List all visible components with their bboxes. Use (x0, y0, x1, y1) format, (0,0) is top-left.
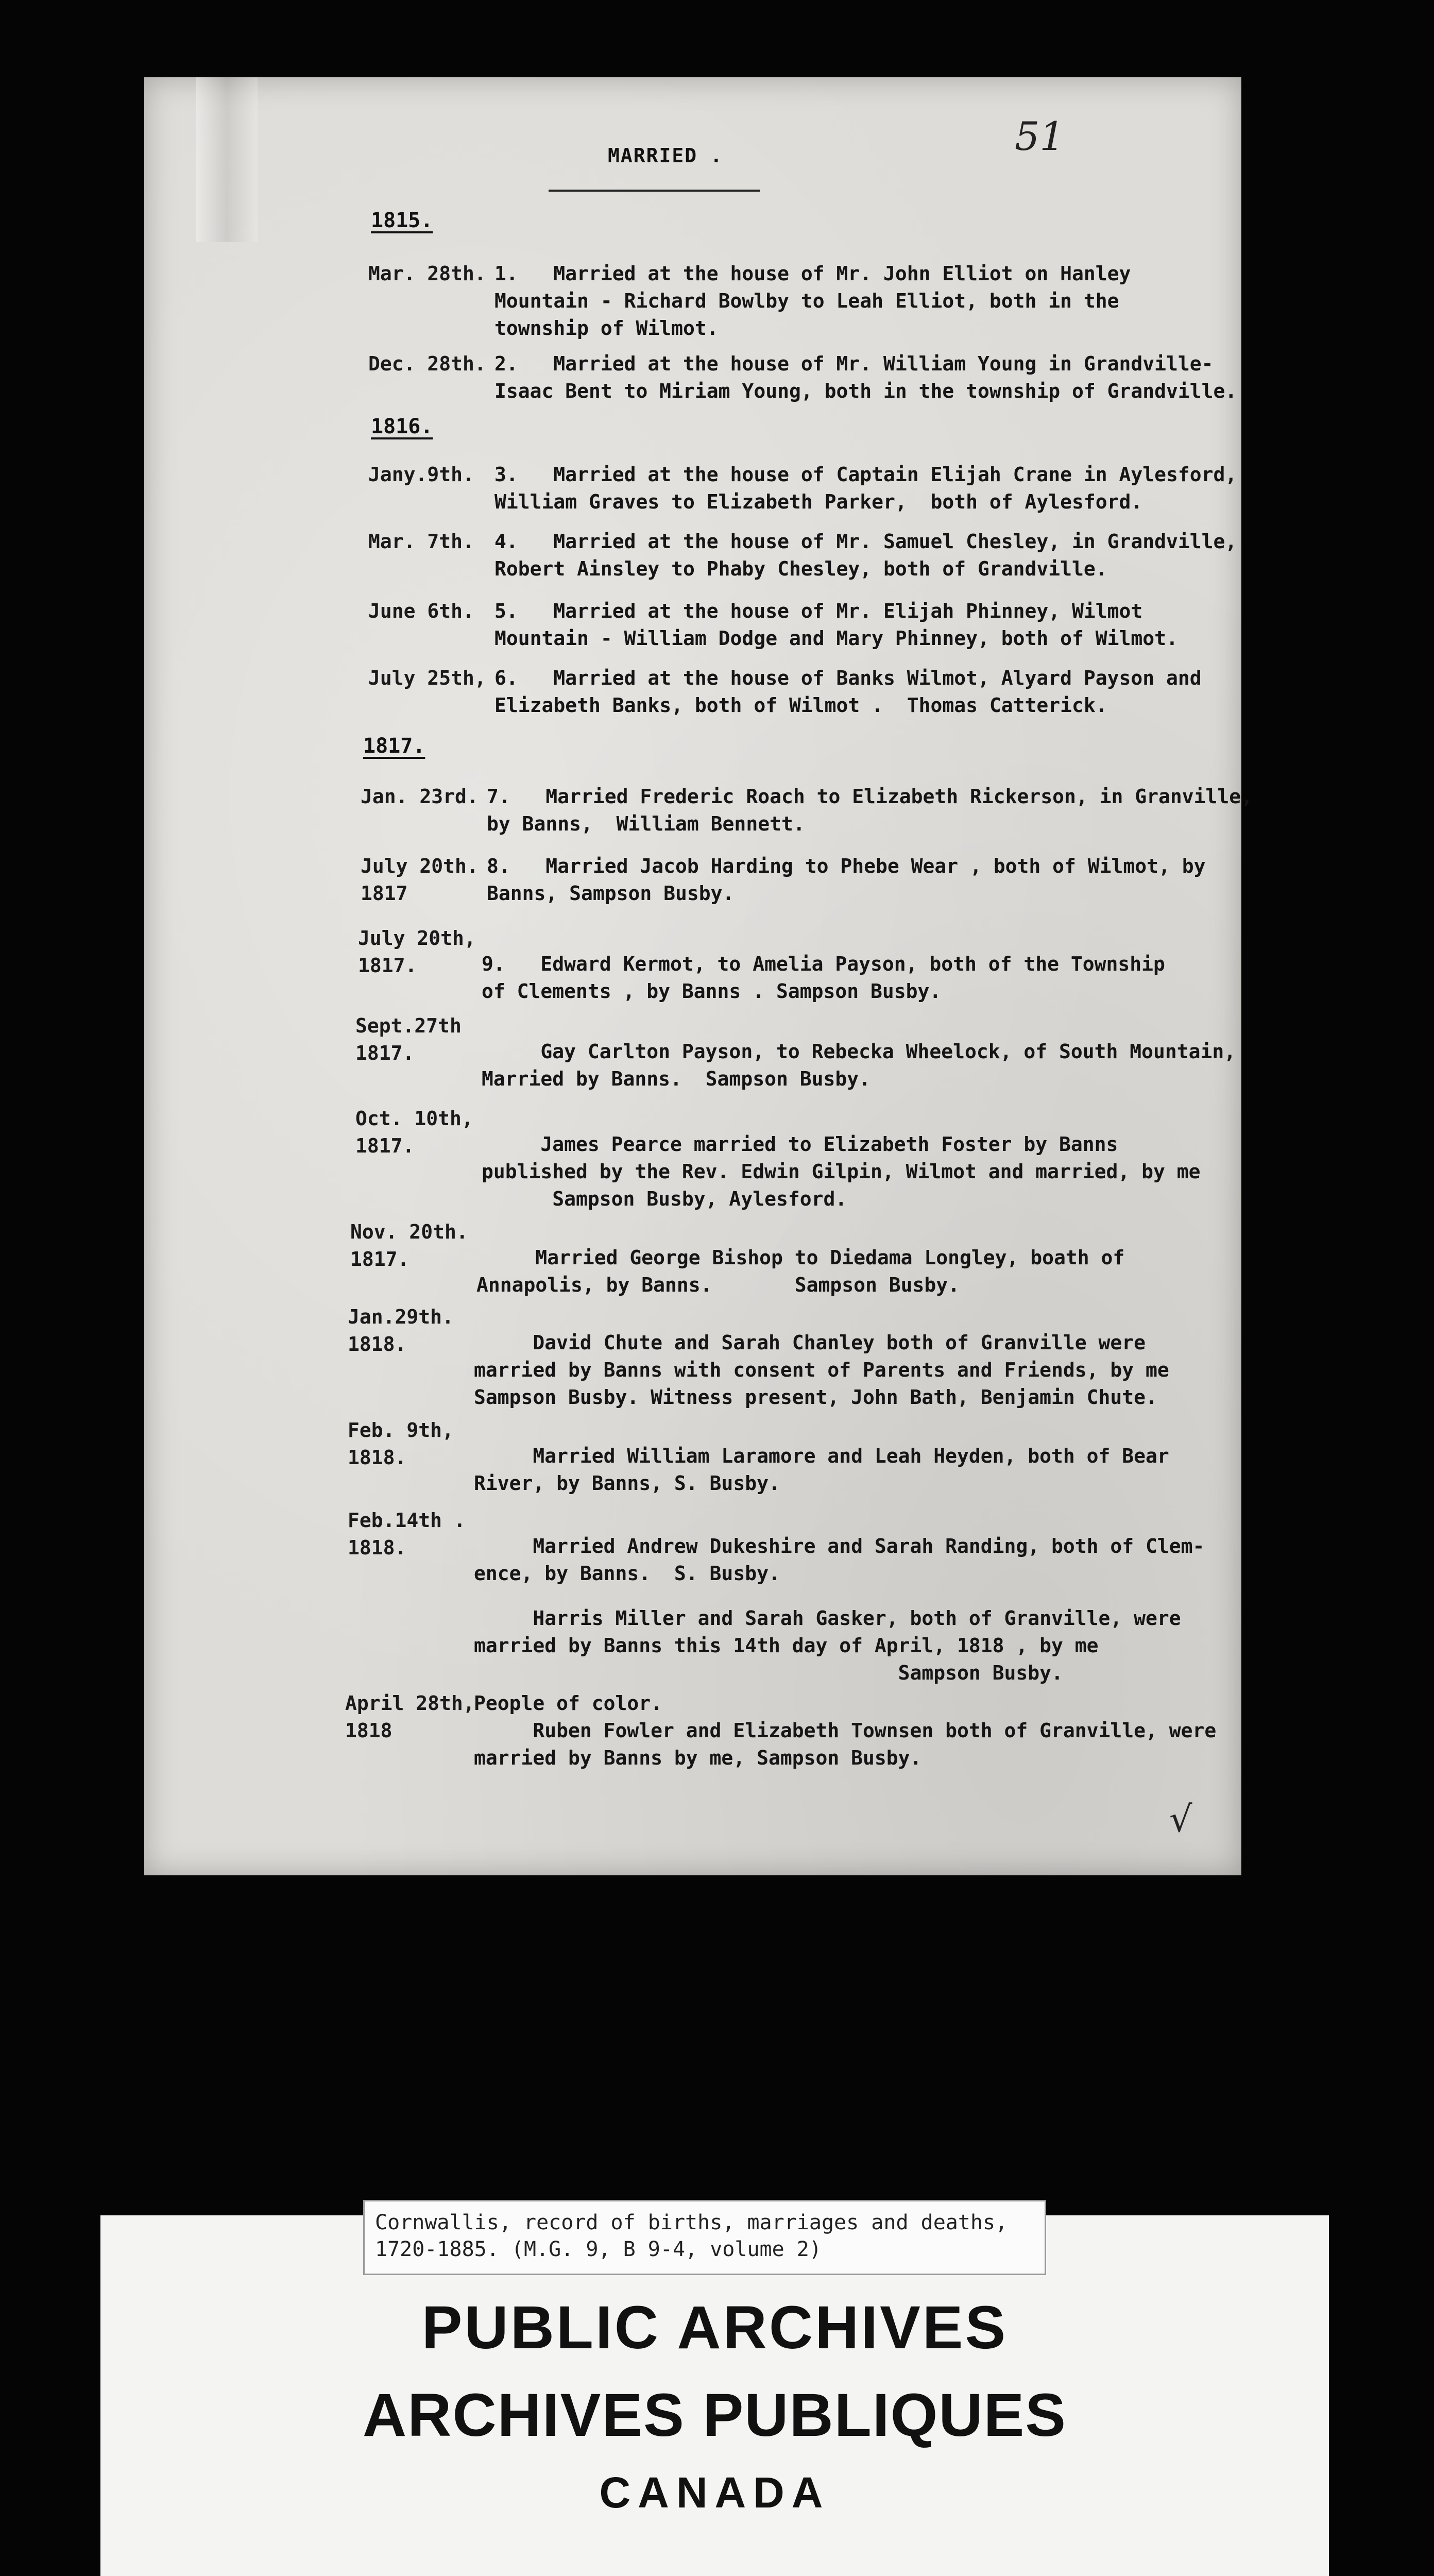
caption-line-2: 1720-1885. (M.G. 9, B 9-4, volume 2) (375, 2238, 822, 2261)
entry-text: 6. Married at the house of Banks Wilmot, Alyard Payson and Elizabeth Banks, both of Wilmot . Thomas Catterick. (494, 667, 1202, 717)
entry-text: 7. Married Frederic Roach to Elizabeth Rickerson, in Granville, by Banns, William Bennett. (487, 785, 1253, 835)
page-number: 51 (1015, 113, 1065, 159)
entry-text: 4. Married at the house of Mr. Samuel Chesley, in Grandville, Robert Ainsley to Phaby Chesley, both of Grandville. (494, 530, 1237, 580)
entry-text: Married William Laramore and Leah Heyden, both of Bear River, by Banns, S. Busby. (474, 1445, 1169, 1495)
entry-text: 3. Married at the house of Captain Elijah Crane in Aylesford, William Graves to Elizabeth Parker, both of Aylesford. (494, 463, 1237, 513)
year-heading-1817: 1817. (363, 734, 425, 758)
record-page (144, 77, 1253, 1875)
entry-date: Jany.9th. (368, 463, 474, 486)
entry-text: Married Andrew Dukeshire and Sarah Randing, both of Clem- ence, by Banns. S. Busby. (474, 1535, 1205, 1585)
archive-country: CANADA (599, 2468, 830, 2517)
entry-date: July 20th, 1817. (358, 927, 476, 977)
entry-text: 5. Married at the house of Mr. Elijah Phinney, Wilmot Mountain - William Dodge and Mary Phinney, both of Wilmot. (494, 600, 1178, 650)
entry-date: Feb.14th . 1818. (348, 1509, 466, 1559)
entry-text: 9. Edward Kermot, to Amelia Payson, both of the Township of Clements , by Banns . Sampson Busby. (482, 953, 1165, 1003)
entry-text: James Pearce married to Elizabeth Foster by Banns published by the Rev. Edwin Gilpin, Wilmot and married, by me Sampson Busby, Aylesford. (482, 1133, 1201, 1210)
entry-date: July 20th. 1817 (361, 855, 479, 905)
entry-date: Feb. 9th, 1818. (348, 1419, 454, 1469)
entry-date: June 6th. (368, 600, 474, 622)
entry-date: Oct. 10th, 1817. (355, 1107, 473, 1157)
entry-date: Mar. 7th. (368, 530, 474, 553)
archive-title-english: PUBLIC ARCHIVES (421, 2294, 1008, 2362)
page-heading: MARRIED . (608, 144, 723, 167)
entry-text: Harris Miller and Sarah Gasker, both of Granville, were married by Banns this 14th day of April, 1818 , by me Sampson Busby. (474, 1607, 1181, 1684)
entry-text: 8. Married Jacob Harding to Phebe Wear , both of Wilmot, by Banns, Sampson Busby. (487, 855, 1206, 905)
entry-date: April 28th, 1818 (345, 1692, 475, 1742)
entry-text: David Chute and Sarah Chanley both of Granville were married by Banns with consent of Parents and Friends, by me Sampson Busby. Witness present, John Bath, Benjamin Chute. (474, 1331, 1169, 1409)
entry-date: Sept.27th 1817. (355, 1014, 462, 1064)
entry-text: 2. Married at the house of Mr. William Young in Grandville- Isaac Bent to Miriam Young, both in the township of Grandville. (494, 352, 1237, 402)
entry-text: Gay Carlton Payson, to Rebecka Wheelock, of South Mountain, Married by Banns. Sampson Busby. (482, 1040, 1236, 1090)
entry-date: Jan.29th. 1818. (348, 1306, 454, 1355)
entry-date: July 25th, (368, 667, 486, 689)
entry-date: Jan. 23rd. (361, 785, 479, 808)
archive-title-french: ARCHIVES PUBLIQUES (363, 2381, 1067, 2449)
entry-text: People of color. Ruben Fowler and Elizabeth Townsen both of Granville, were married by Banns by me, Sampson Busby. (474, 1692, 1217, 1769)
caption-slip (363, 2200, 1046, 2275)
entry-date: Mar. 28th. (368, 262, 486, 285)
entry-text: 1. Married at the house of Mr. John Elliot on Hanley Mountain - Richard Bowlby to Leah Elliot, both in the township of Wilmot. (494, 262, 1131, 340)
caption-line-1: Cornwallis, record of births, marriages and deaths, (375, 2211, 1008, 2234)
entry-date: Nov. 20th. 1817. (350, 1221, 468, 1270)
entry-text: Married George Bishop to Diedama Longley, boath of Annapolis, by Banns. Sampson Busby. (476, 1246, 1125, 1296)
check-mark: √ (1169, 1798, 1192, 1840)
heading-underline (549, 190, 760, 192)
year-heading-1815: 1815. (371, 209, 433, 232)
page-fold (196, 77, 258, 242)
entry-date: Dec. 28th. (368, 352, 486, 375)
archive-label-card (100, 2211, 1329, 2576)
year-heading-1816: 1816. (371, 415, 433, 438)
